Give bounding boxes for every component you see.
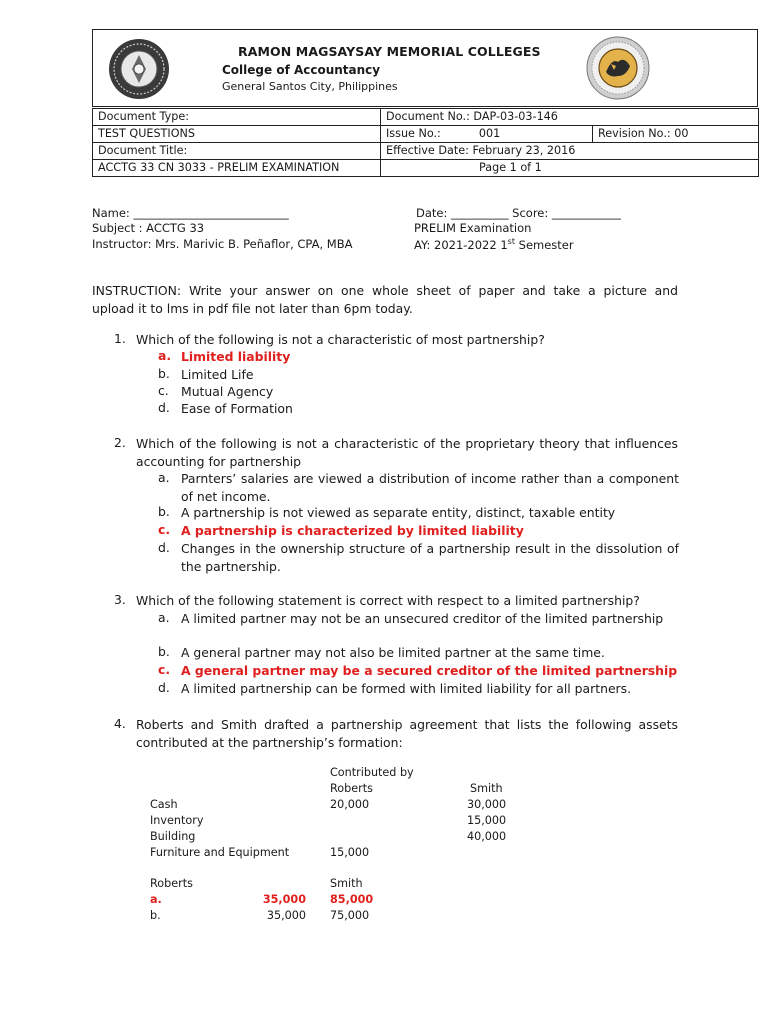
choice-roberts-value-answer: 35,000 — [262, 893, 306, 906]
school-name: RAMON MAGSAYSAY MEMORIAL COLLEGES — [238, 44, 541, 59]
option-letter: b. — [158, 366, 170, 381]
school-seal-icon — [108, 38, 170, 100]
choice-letter: b. — [150, 909, 161, 922]
academic-year: AY: 2021-2022 1st Semester — [414, 237, 574, 252]
issue-value: 001 — [478, 127, 501, 140]
issue-number — [381, 126, 593, 143]
option-text: Ease of Formation — [181, 401, 293, 416]
option-letter: c. — [158, 383, 169, 398]
option-letter: a. — [158, 348, 172, 363]
instruction-line-2: upload it to lms in pdf file not later than 6pm today. — [92, 301, 413, 316]
page-number: Page 1 of 1 — [381, 160, 759, 177]
roberts-value: 15,000 — [330, 846, 370, 859]
subject-line: Subject : ACCTG 33 — [92, 221, 205, 235]
option-letter: d. — [158, 540, 170, 555]
asset-label: Building — [150, 830, 196, 843]
option-text: Parnters’ salaries are viewed a distribution of income rather than a component of net income. — [181, 471, 679, 504]
option-text: A limited partnership can be formed with limited liability for all partners. — [181, 681, 632, 696]
choice-letter-answer: a. — [150, 893, 162, 906]
smith-value: 30,000 — [467, 798, 507, 811]
choice-smith-value: 75,000 — [330, 909, 370, 922]
doc-number: Document No.: DAP-03-03-146 — [381, 109, 759, 126]
option-text: Limited Life — [181, 367, 254, 382]
option-letter: d. — [158, 680, 170, 695]
question-number: 3. — [114, 592, 126, 607]
effective-label: Effective Date: — [386, 144, 469, 157]
choice-roberts-value: 35,000 — [266, 909, 306, 922]
option-text: Mutual Agency — [181, 384, 274, 399]
option-letter: c. — [158, 522, 171, 537]
option-letter: b. — [158, 644, 170, 659]
doc-title-value: ACCTG 33 CN 3033 - PRELIM EXAMINATION — [93, 160, 381, 177]
asset-label: Cash — [150, 798, 178, 811]
smith-column-header: Smith — [470, 782, 503, 795]
document-info-table — [92, 108, 759, 177]
option-text: Changes in the ownership structure of a partnership result in the dissolution of the partnership. — [181, 541, 679, 574]
question-number: 2. — [114, 435, 126, 450]
school-location: General Santos City, Philippines — [222, 80, 398, 93]
doc-type-label: Document Type: — [93, 109, 381, 126]
smith-value: 15,000 — [467, 814, 507, 827]
name-field: Name: ___________________________ — [92, 206, 289, 220]
option-text: A general partner may not also be limited partner at the same time. — [181, 645, 605, 660]
roberts-column-header: Roberts — [330, 782, 373, 795]
issue-label: Issue No.: — [386, 127, 441, 140]
option-letter: a. — [158, 610, 170, 625]
asset-label: Furniture and Equipment — [150, 846, 290, 859]
option-letter: c. — [158, 662, 171, 677]
option-text-answer: A general partner may be a secured creditor of the limited partnership — [181, 663, 678, 678]
option-letter: a. — [158, 470, 170, 485]
option-letter: d. — [158, 400, 170, 415]
instruction-line-1: INSTRUCTION: Write your answer on one whole sheet of paper and take a picture and — [92, 283, 678, 298]
option-text: A partnership is not viewed as separate entity, distinct, taxable entity — [181, 505, 616, 520]
college-seal-icon — [586, 36, 650, 100]
option-text-answer: A partnership is characterized by limited liability — [181, 523, 524, 538]
header-box — [92, 29, 758, 107]
question-text: Which of the following is not a characteristic of the proprietary theory that influences accounting for partnership — [136, 436, 678, 469]
roberts-choice-header: Roberts — [150, 877, 193, 890]
effective-value: February 23, 2016 — [472, 144, 576, 157]
smith-choice-header: Smith — [330, 877, 363, 890]
option-letter: b. — [158, 504, 170, 519]
option-text: A limited partner may not be an unsecured creditor of the limited partnership — [181, 611, 664, 626]
smith-value: 40,000 — [467, 830, 507, 843]
effective-date — [381, 143, 759, 160]
question-text: Roberts and Smith drafted a partnership agreement that lists the following assets contributed at the partnership’s formation: — [136, 717, 678, 750]
contributed-by-heading: Contributed by — [330, 766, 414, 779]
doc-title-label: Document Title: — [93, 143, 381, 160]
asset-label: Inventory — [150, 814, 204, 827]
question-text: Which of the following statement is correct with respect to a limited partnership? — [136, 593, 640, 608]
doc-type-value: TEST QUESTIONS — [93, 126, 381, 143]
option-text-answer: Limited liability — [181, 349, 291, 364]
date-score-field: Date: __________ Score: ____________ — [416, 206, 621, 220]
question-number: 4. — [114, 716, 126, 731]
question-text: Which of the following is not a characteristic of most partnership? — [136, 332, 545, 347]
exam-type: PRELIM Examination — [414, 221, 532, 235]
question-number: 1. — [114, 331, 126, 346]
college-name: College of Accountancy — [222, 63, 381, 77]
choice-smith-value-answer: 85,000 — [330, 893, 374, 906]
revision-number: Revision No.: 00 — [593, 126, 759, 143]
roberts-value: 20,000 — [330, 798, 370, 811]
instructor-line: Instructor: Mrs. Marivic B. Peñaflor, CPA, MBA — [92, 237, 353, 251]
